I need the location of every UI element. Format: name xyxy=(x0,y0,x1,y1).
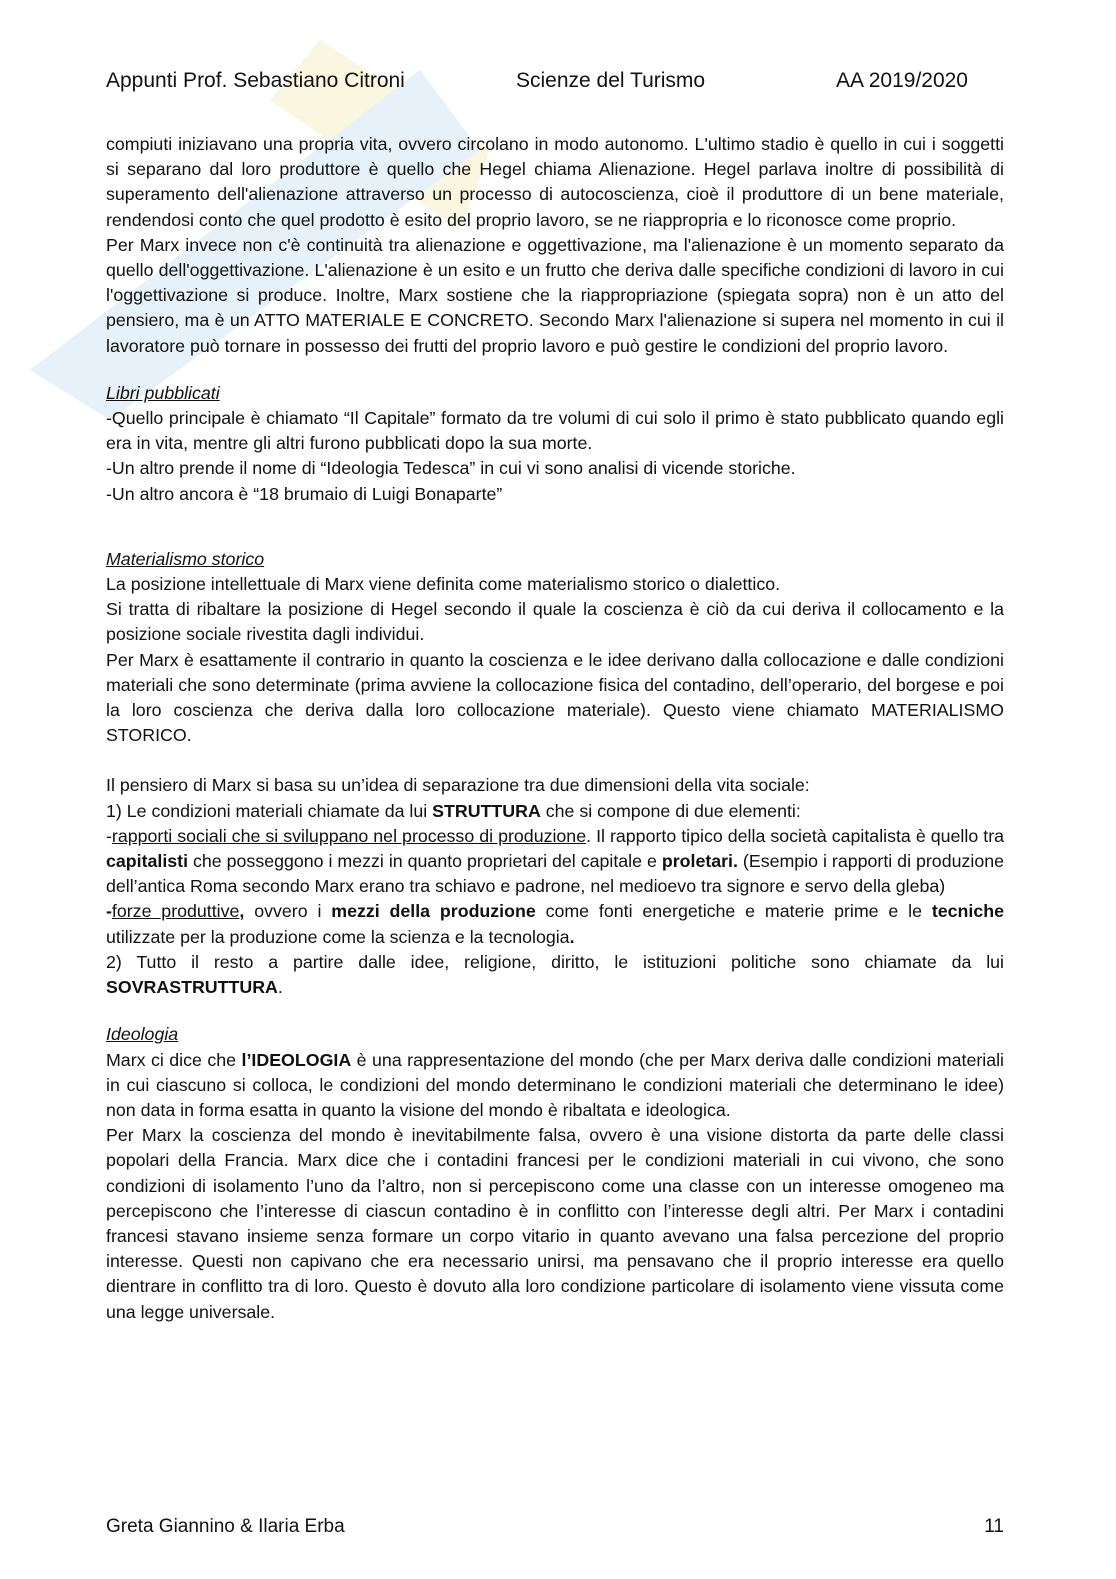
section-heading-materialismo: Materialismo storico xyxy=(106,548,265,569)
footer-authors: Greta Giannino & Ilaria Erba xyxy=(106,1516,345,1537)
term-capitalisti: capitalisti xyxy=(106,851,189,872)
libri-item-1: -Quello principale è chiamato “Il Capitale” formato da tre volumi di cui solo il primo è stato pubblicato quando egli era in vita, mentre gli altri furono pubblicati dopo la sua morte. xyxy=(106,408,1004,454)
intro-paragraph-1: compiuti iniziavano una propria vita, ovvero circolano in modo autonomo. L'ultimo stadio è quello in cui i soggetti si separano dal loro produttore è quello che Hegel chiama Alienazione. Hegel parlava inoltre di possibilità di superamento dell'alienazione attraverso un processo di autocoscienza, cioè il produttore di un bene materiale, rendendosi conto che quel prodotto è esito del proprio lavoro, se ne riappropria e lo riconosce come proprio. xyxy=(106,134,1004,230)
section-heading-ideologia: Ideologia xyxy=(106,1024,179,1045)
ideologia-paragraph-1: Marx ci dice che l’IDEOLOGIA è una rappresentazione del mondo (che per Marx deriva dalle condizioni materiali in cui ciascuno si colloca, le condizioni del mondo determinano le condizioni materiali che determinano le idee) non data in forma esatta in quanto la visione del mondo è ribaltata e ideologica. xyxy=(106,1049,1004,1120)
intro-paragraph-2: Per Marx invece non c'è continuità tra alienazione e oggettivazione, ma l'alienazione è un momento separato da quello dell'oggettivazione. L'alienazione è un esito e un frutto che deriva dalle specifiche condizioni di lavoro in cui l'oggettivazione si produce. Inoltre, Marx sostiene che la riappropriazione (spiegata sopra) non è un atto del pensiero, ma è un ATTO MATERIALE E CONCRETO. Secondo Marx l'alienazione si supera nel momento in cui il lavoratore può tornare in possesso dei frutti del proprio lavoro e può gestire le condizioni del proprio lavoro. xyxy=(106,234,1004,356)
header-course-professor: Appunti Prof. Sebastiano Citroni xyxy=(106,69,405,92)
libri-item-3: -Un altro ancora è “18 brumaio di Luigi Bonaparte” xyxy=(106,483,503,504)
struttura-intro: Il pensiero di Marx si basa su un’idea di separazione tra due dimensioni della vita sociale: xyxy=(106,775,810,796)
term-mezzi-produzione: mezzi della produzione xyxy=(331,901,536,922)
page-header xyxy=(106,66,968,96)
materialismo-paragraph-2: Si tratta di ribaltare la posizione di Hegel secondo il quale la coscienza è ciò da cui deriva il collocamento e la posizione sociale rivestita dagli individui. xyxy=(106,599,1004,645)
libri-item-2: -Un altro prende il nome di “Ideologia Tedesca” in cui vi sono analisi di vicende storiche. xyxy=(106,458,796,479)
struttura-forze: -forze produttive, ovvero i mezzi della produzione come fonti energetiche e materie prime e le tecniche utilizzate per la produzione come la scienza e la tecnologia. xyxy=(106,901,1004,947)
struttura-item-1: 1) Le condizioni materiali chiamate da lui STRUTTURA che si compone di due elementi: xyxy=(106,800,801,821)
header-course-name: Scienze del Turismo xyxy=(516,69,706,92)
header-academic-year: AA 2019/2020 xyxy=(836,69,968,92)
struttura-rapporti: -rapporti sociali che si sviluppano nel processo di produzione. Il rapporto tipico della società capitalista è quello tra capitalisti che posseggono i mezzi in quanto proprietari del capitale e proletari. (Esempio i rapporti di produzione dell’antica Roma secondo Marx erano tra schiavo e padrone, nel medioevo tra signore e servo della gleba) xyxy=(106,825,1005,897)
section-heading-libri: Libri pubblicati xyxy=(106,382,220,403)
term-proletari: proletari. xyxy=(661,851,738,872)
struttura-item-2: 2) Tutto il resto a partire dalle idee, religione, diritto, le istituzioni politiche sono chiamate da lui SOVRASTRUTTURA. xyxy=(106,951,1004,998)
materialismo-paragraph-3: Per Marx è esattamente il contrario in quanto la coscienza e le idee derivano dalla collocazione e dalle condizioni materiali che sono determinate (prima avviene la collocazione fisica del contadino, dell’operario, del borgese e poi la loro coscienza che deriva dalla loro collocazione materiale). Questo viene chiamato MATERIALISMO STORICO. xyxy=(106,649,1004,746)
page-number: 11 xyxy=(984,1516,1004,1537)
materialismo-paragraph-1: La posizione intellettuale di Marx viene definita come materialismo storico o dialettico. xyxy=(106,574,781,595)
term-ideologia: l’IDEOLOGIA xyxy=(241,1049,352,1070)
page-body xyxy=(106,132,1004,1325)
term-forze-produttive: forze produttive xyxy=(111,901,240,922)
page-footer xyxy=(106,1512,1004,1542)
ideologia-paragraph-2: Per Marx la coscienza del mondo è inevitabilmente falsa, ovvero è una visione distorta da parte delle classi popolari della Francia. Marx dice che i contadini francesi per le condizioni materiali in cui vivono, che sono condizioni di isolamento l’uno da l’altro, non si percepiscono come una classe con un interesse omogeneo ma percepiscono che l’interesse di ciascun contadino è in conflitto con l’interesse degli altri. Per Marx i contadini francesi stavano insieme senza formare un corpo vitario in quanto avevano una falsa percezione del proprio interesse. Questi non capivano che era necessario unirsi, ma pensavano che il proprio interesse era quello dientrare in conflitto tra di loro. Questo è dovuto alla loro condizione particolare di isolamento viene vissuta come una legge universale. xyxy=(106,1125,1004,1322)
term-struttura: STRUTTURA xyxy=(432,800,541,821)
term-sovrastruttura: SOVRASTRUTTURA xyxy=(106,977,278,998)
term-tecniche: tecniche xyxy=(931,901,1004,922)
term-rapporti-sociali: rapporti sociali che si sviluppano nel processo di produzione xyxy=(111,825,587,846)
